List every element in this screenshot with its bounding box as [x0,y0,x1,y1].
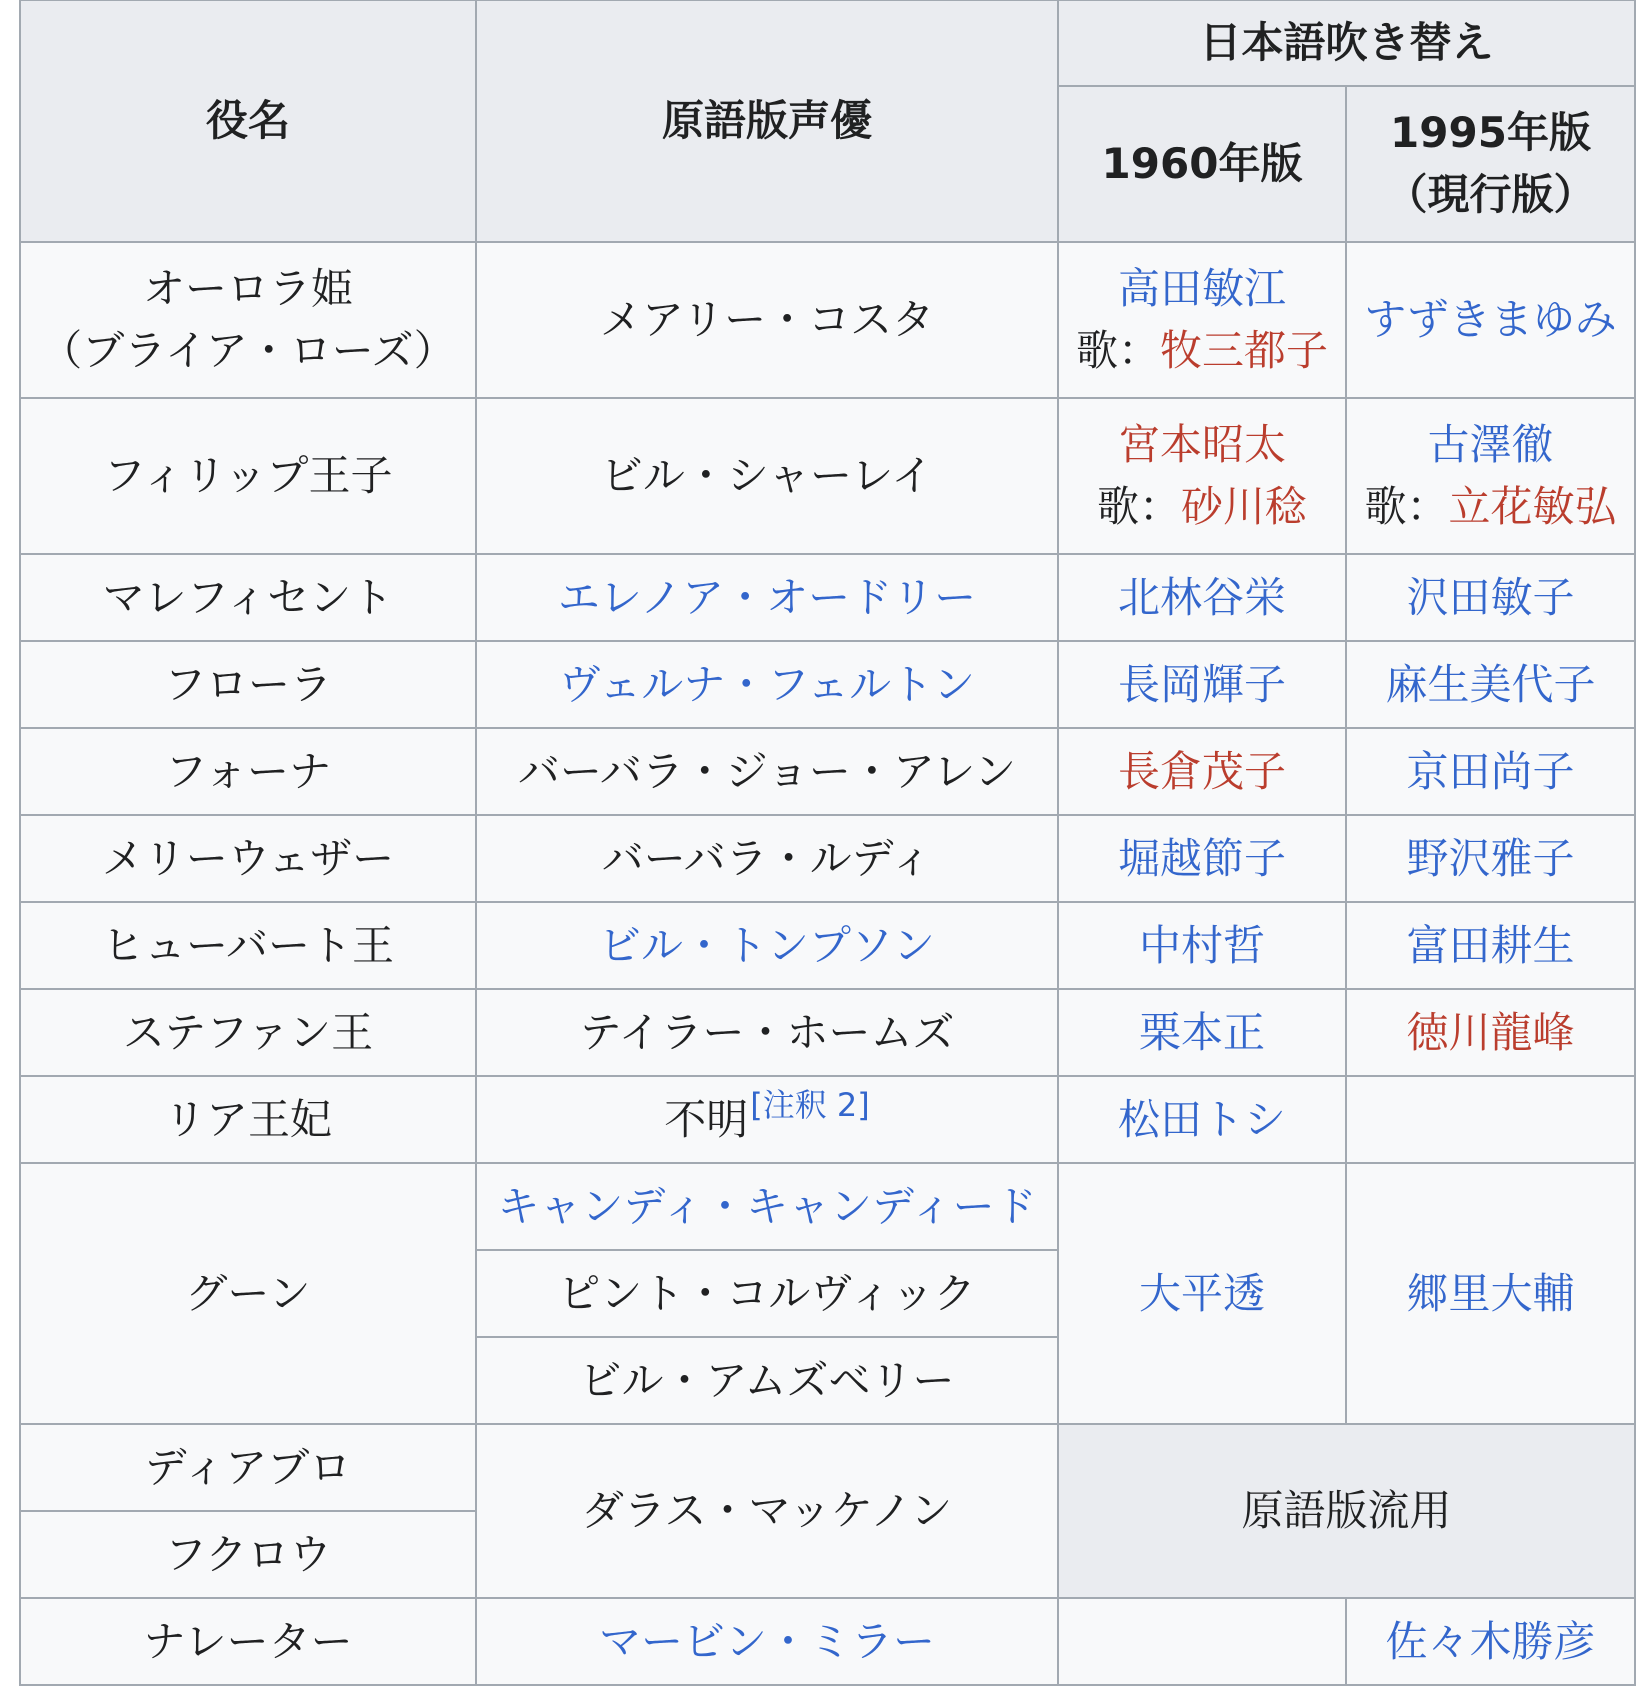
role-cell: メリーウェザー [20,815,476,902]
original-voice-cell: ビル・シャーレイ [476,398,1058,554]
role-name-alt: （ブライア・ローズ） [40,326,456,375]
original-voice-cell: バーバラ・ジョー・アレン [476,728,1058,815]
voice-1995-link[interactable]: 徳川龍峰 [1346,989,1635,1076]
table-row [20,728,1635,815]
role-cell: マレフィセント [20,554,476,641]
voice-1960-link[interactable]: 長岡輝子 [1058,641,1346,728]
role-cell: ヒューバート王 [20,902,476,989]
table-row [20,242,1635,398]
table-row [20,989,1635,1076]
original-voice-link[interactable]: ビル・トンプソン [476,902,1058,989]
voice-1995-link[interactable]: 古澤徹 [1427,420,1554,469]
table-row [20,641,1635,728]
voice-1960-link[interactable]: 長倉茂子 [1058,728,1346,815]
header-1995 [1346,86,1635,242]
original-voice-link[interactable]: ヴェルナ・フェルトン [476,641,1058,728]
table-row [20,815,1635,902]
voice-1995-cell [1346,1076,1635,1163]
original-voice-cell: ビル・アムズベリー [476,1337,1058,1424]
table-row [20,1424,1635,1511]
original-voice: メアリー・コスタ [599,295,935,344]
voice-1995-link[interactable]: 郷里大輔 [1346,1163,1635,1424]
original-voice-cell: ダラス・マッケノン [476,1424,1058,1598]
voice-1995-link[interactable]: 沢田敏子 [1346,554,1635,641]
original-voice-link[interactable]: エレノア・オードリー [476,554,1058,641]
voice-1960-link[interactable]: 堀越節子 [1058,815,1346,902]
table-row [20,398,1635,554]
table-row [20,1076,1635,1163]
cast-table [19,0,1636,1686]
voice-1995-cell [1346,398,1635,554]
voice-1995-cell [1346,242,1635,398]
role-cell: ナレーター [20,1598,476,1685]
voice-1960-cell [1058,1598,1346,1685]
voice-1995-link[interactable]: 野沢雅子 [1346,815,1635,902]
voice-1995-link[interactable]: 佐々木勝彦 [1346,1598,1635,1685]
voice-1960-link[interactable]: 高田敏江 [1117,264,1286,313]
voice-1995-link[interactable]: 麻生美代子 [1346,641,1635,728]
song-label: 歌： [1096,482,1181,531]
header-1995-line1: 1995年版 [1390,108,1591,157]
original-voice-cell: テイラー・ホームズ [476,989,1058,1076]
voice-1960-link[interactable]: 宮本昭太 [1117,420,1286,469]
voice-1995-link[interactable]: すずきまゆみ [1364,295,1617,344]
header-original: 原語版声優 [476,0,1058,242]
singer-1995-link[interactable]: 立花敏弘 [1448,482,1617,531]
header-japanese-dub: 日本語吹き替え [1058,0,1635,86]
original-voice-cell: バーバラ・ルディ [476,815,1058,902]
role-cell: フォーナ [20,728,476,815]
original-voice-link[interactable]: キャンディ・キャンディード [476,1163,1058,1250]
role-cell [20,242,476,398]
role-name: オーロラ姫 [142,264,353,313]
voice-1995-link[interactable]: 京田尚子 [1346,728,1635,815]
voice-1960-cell [1058,242,1346,398]
role-cell: フクロウ [20,1511,476,1598]
footnote-link[interactable]: [注釈 2] [750,1085,870,1124]
song-label: 歌： [1364,482,1449,531]
original-voice: 不明 [664,1094,749,1144]
role-cell: グーン [20,1163,476,1424]
role-cell: ディアブロ [20,1424,476,1511]
voice-1960-link[interactable]: 北林谷栄 [1058,554,1346,641]
role-cell: フローラ [20,641,476,728]
header-role: 役名 [20,0,476,242]
voice-1960-link[interactable]: 大平透 [1058,1163,1346,1424]
role-cell: リア王妃 [20,1076,476,1163]
voice-1995-link[interactable]: 富田耕生 [1346,902,1635,989]
singer-1960-link[interactable]: 砂川稔 [1181,482,1308,531]
voice-1960-link[interactable]: 中村哲 [1058,902,1346,989]
original-voice-link[interactable]: マービン・ミラー [476,1598,1058,1685]
shared-original-cell: 原語版流用 [1058,1424,1635,1598]
header-1995-line2: （現行版） [1385,170,1596,219]
table-row [20,1598,1635,1685]
role-cell: フィリップ王子 [20,398,476,554]
original-voice-cell [476,1076,1058,1163]
table-row [20,554,1635,641]
song-label: 歌： [1075,326,1160,375]
voice-1960-link[interactable]: 栗本正 [1058,989,1346,1076]
role-cell: ステファン王 [20,989,476,1076]
header-1960: 1960年版 [1058,86,1346,242]
singer-1960-link[interactable]: 牧三都子 [1160,326,1329,375]
original-voice-cell [476,242,1058,398]
table-row [20,1163,1635,1250]
original-voice-cell: ピント・コルヴィック [476,1250,1058,1337]
voice-1960-link[interactable]: 松田トシ [1058,1076,1346,1163]
table-row [20,902,1635,989]
voice-1960-cell [1058,398,1346,554]
